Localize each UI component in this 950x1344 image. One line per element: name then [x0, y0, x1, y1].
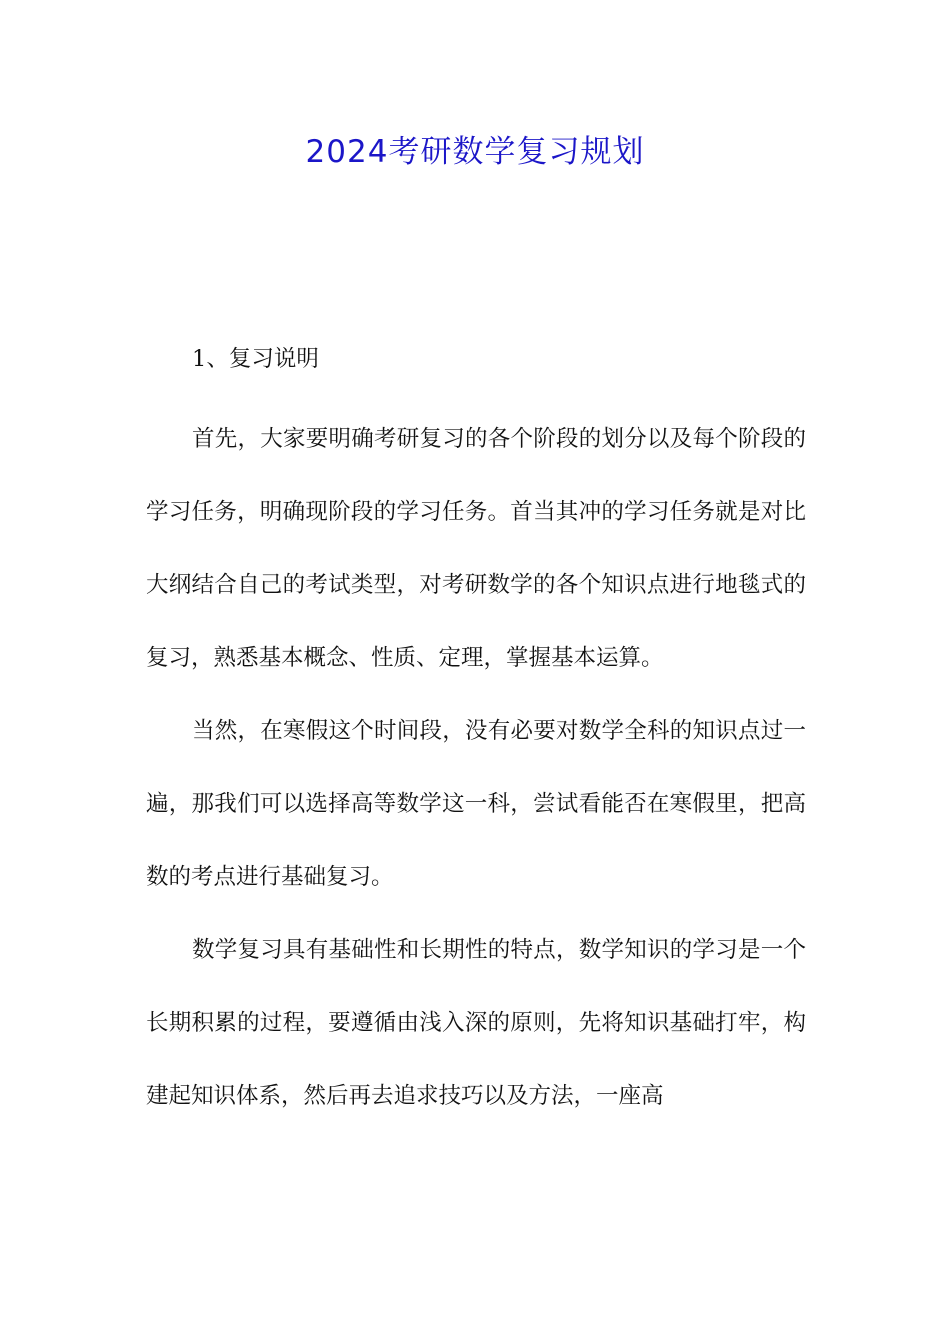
paragraph-2: 当然，在寒假这个时间段，没有必要对数学全科的知识点过一遍，那我们可以选择高等数学这一科，尝试看能否在寒假里，把高数的考点进行基础复习。: [146, 718, 806, 890]
section-heading: 1、复习说明: [192, 346, 319, 372]
paragraph-1: 首先，大家要明确考研复习的各个阶段的划分以及每个阶段的学习任务，明确现阶段的学习任务。首当其冲的学习任务就是对比大纲结合自己的考试类型，对考研数学的各个知识点进行地毯式的复习，熟悉基本概念、性质、定理，掌握基本运算。: [146, 426, 806, 671]
paragraph-3: 数学复习具有基础性和长期性的特点，数学知识的学习是一个长期积累的过程，要遵循由浅入深的原则，先将知识基础打牢，构建起知识体系，然后再去追求技巧以及方法，一座高: [146, 937, 806, 1109]
document-title: 2024考研数学复习规划: [305, 134, 645, 170]
body-paragraphs: [146, 403, 806, 1133]
